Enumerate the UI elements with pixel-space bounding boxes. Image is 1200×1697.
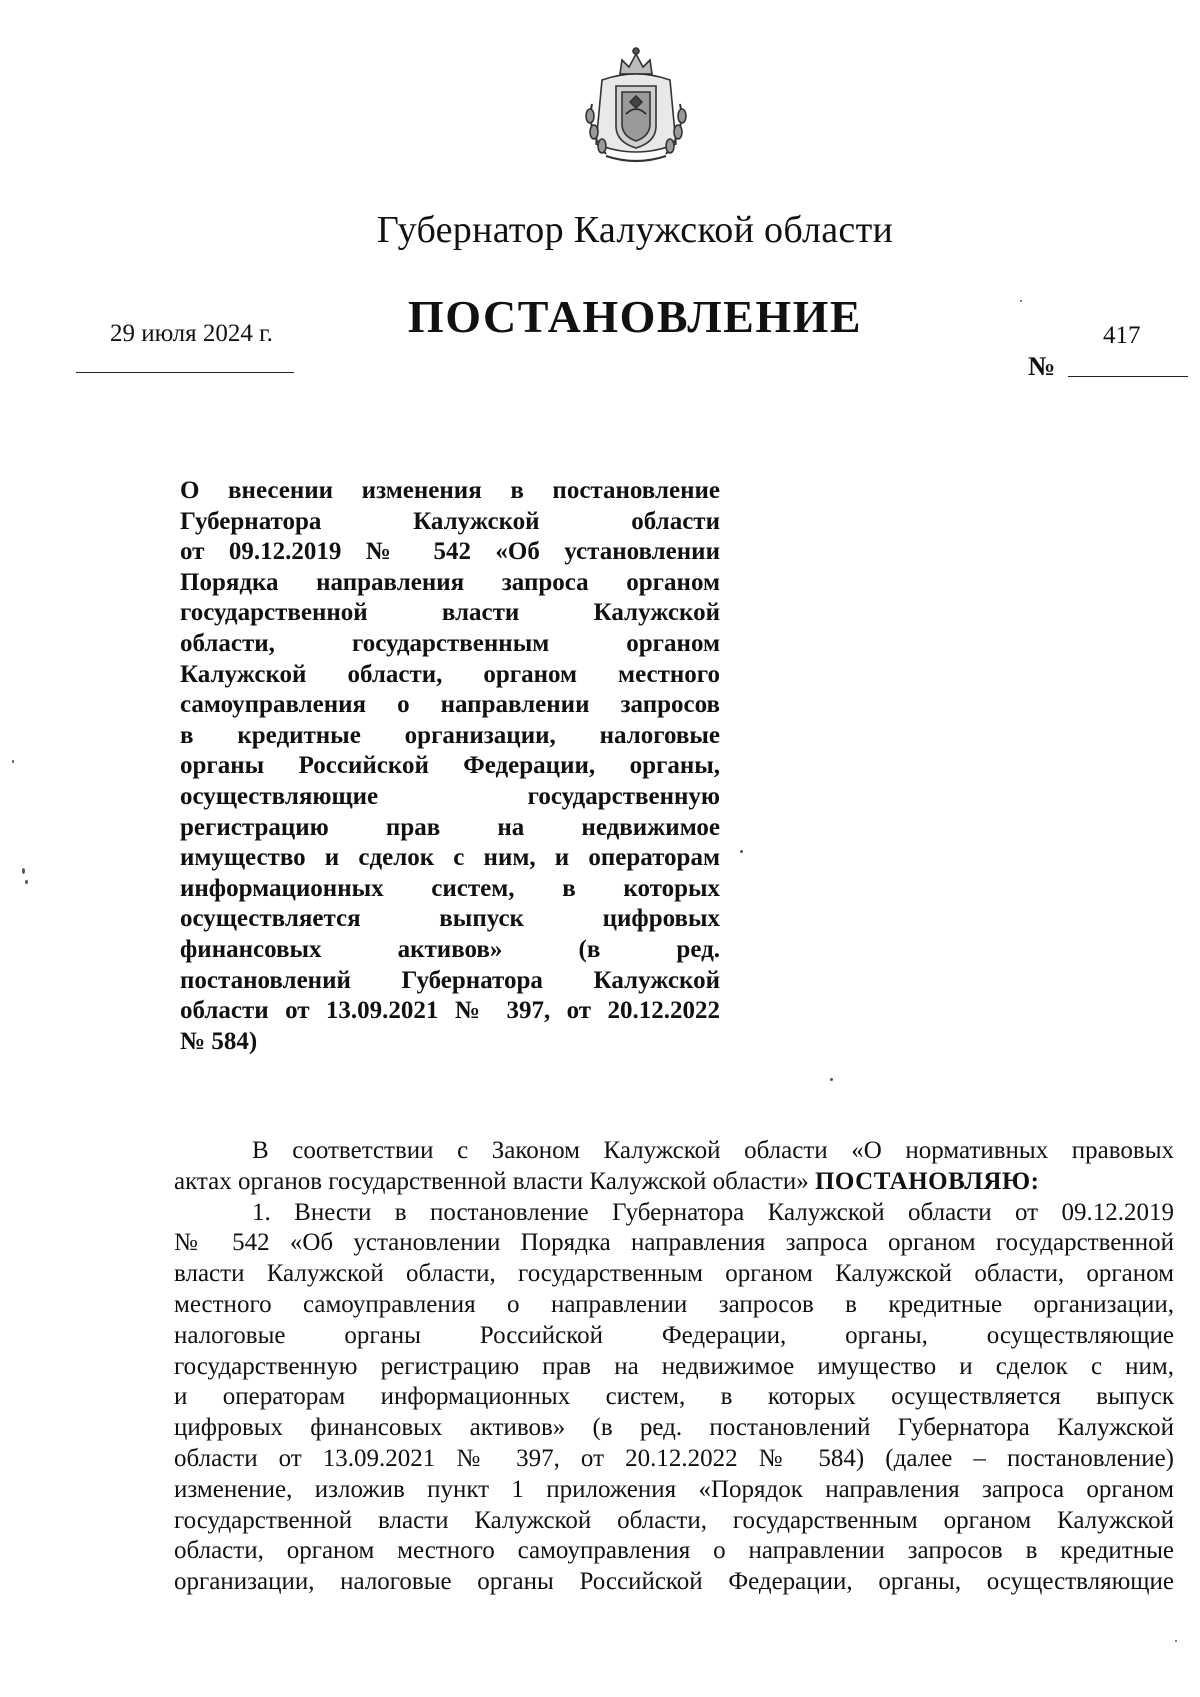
subject-line: № 584) xyxy=(180,1027,258,1055)
subject-line: органы Российской Федерации, органы, xyxy=(180,752,720,780)
item-line: местного самоуправления о направлении запросов в кредитные организации, xyxy=(174,1290,1174,1318)
scan-speck xyxy=(740,850,743,853)
scan-speck xyxy=(830,1078,833,1081)
subject-line: Порядка направления запроса органом xyxy=(180,568,720,596)
item-line: области, органом местного самоуправления о направлении запросов в кредитные xyxy=(174,1537,1174,1565)
document-body xyxy=(174,1136,1174,1598)
item-line: области от 13.09.2021 № 397, от 20.12.2022 № 584) (далее – постановление) xyxy=(174,1444,1174,1472)
decree-keyword: ПОСТАНОВЛЯЮ: xyxy=(814,1167,1040,1195)
subject-line: постановлений Губернатора Калужской xyxy=(180,966,720,994)
subject-line: информационных систем, в которых xyxy=(180,874,720,902)
subject-line: Губернатора Калужской области xyxy=(180,507,720,535)
subject-line: финансовых активов» (в ред. xyxy=(180,935,720,963)
document-date: 29 июля 2024 г. xyxy=(110,320,273,347)
subject-line: области, государственным органом xyxy=(180,629,720,657)
subject-line: Калужской области, органом местного xyxy=(180,660,720,688)
subject-line: от 09.12.2019 № 542 «Об установлении xyxy=(180,538,720,566)
item-line: налоговые органы Российской Федерации, органы, осуществляющие xyxy=(174,1321,1174,1349)
number-sign: № xyxy=(1028,351,1056,381)
subject-line: осуществляющие государственную xyxy=(180,782,720,810)
subject-line: области от 13.09.2021 № 397, от 20.12.2022 xyxy=(180,997,720,1025)
subject-line: О внесении изменения в постановление xyxy=(180,477,720,504)
document-type-title: ПОСТАНОВЛЕНИЕ xyxy=(407,291,863,342)
item-line: государственную регистрацию прав на недвижимое имущество и сделок с ним, xyxy=(174,1352,1174,1380)
item-line: организации, налоговые органы Российской Федерации, органы, осуществляющие xyxy=(174,1568,1174,1596)
scan-speck xyxy=(1020,300,1022,302)
intro-line xyxy=(174,1167,1174,1198)
intro-line: В соответствии с Законом Калужской области «О нормативных правовых xyxy=(252,1137,1174,1164)
document-number: 417 xyxy=(1103,322,1141,349)
item-line: власти Калужской области, государственным органом Калужской области, органом xyxy=(174,1260,1174,1288)
item-line: изменение, изложив пункт 1 приложения «Порядок направления запроса органом xyxy=(174,1475,1174,1503)
item-line: государственной власти Калужской области, государственным органом Калужской xyxy=(174,1506,1174,1534)
scan-speck xyxy=(1175,1640,1177,1642)
scan-speck xyxy=(12,760,14,763)
scan-speck xyxy=(22,868,25,874)
subject-line: в кредитные организации, налоговые xyxy=(180,721,720,749)
subject-line: самоуправления о направлении запросов xyxy=(180,691,720,719)
subject-line: осуществляется выпуск цифровых xyxy=(180,905,720,933)
subject-line: регистрацию прав на недвижимое xyxy=(180,813,720,841)
scan-speck xyxy=(25,880,28,884)
item-line: № 542 «Об установлении Порядка направления запроса органом государственной xyxy=(174,1229,1174,1257)
intro-text: актах органов государственной власти Калужской области» xyxy=(174,1167,809,1195)
coat-of-arms-emblem xyxy=(572,44,700,168)
number-underline xyxy=(1068,376,1188,377)
item-line: цифровых финансовых активов» (в ред. постановлений Губернатора Калужской xyxy=(174,1414,1174,1442)
item-line: 1. Внести в постановление Губернатора Калужской области от 09.12.2019 xyxy=(252,1198,1174,1226)
subject-line: государственной власти Калужской xyxy=(180,599,720,627)
date-underline xyxy=(76,372,294,373)
document-subject xyxy=(180,476,720,1057)
subject-line: имущество и сделок с ним, и операторам xyxy=(180,844,720,872)
issuing-authority: Губернатор Калужской области xyxy=(376,209,894,251)
item-line: и операторам информационных систем, в которых осуществляется выпуск xyxy=(174,1383,1174,1411)
